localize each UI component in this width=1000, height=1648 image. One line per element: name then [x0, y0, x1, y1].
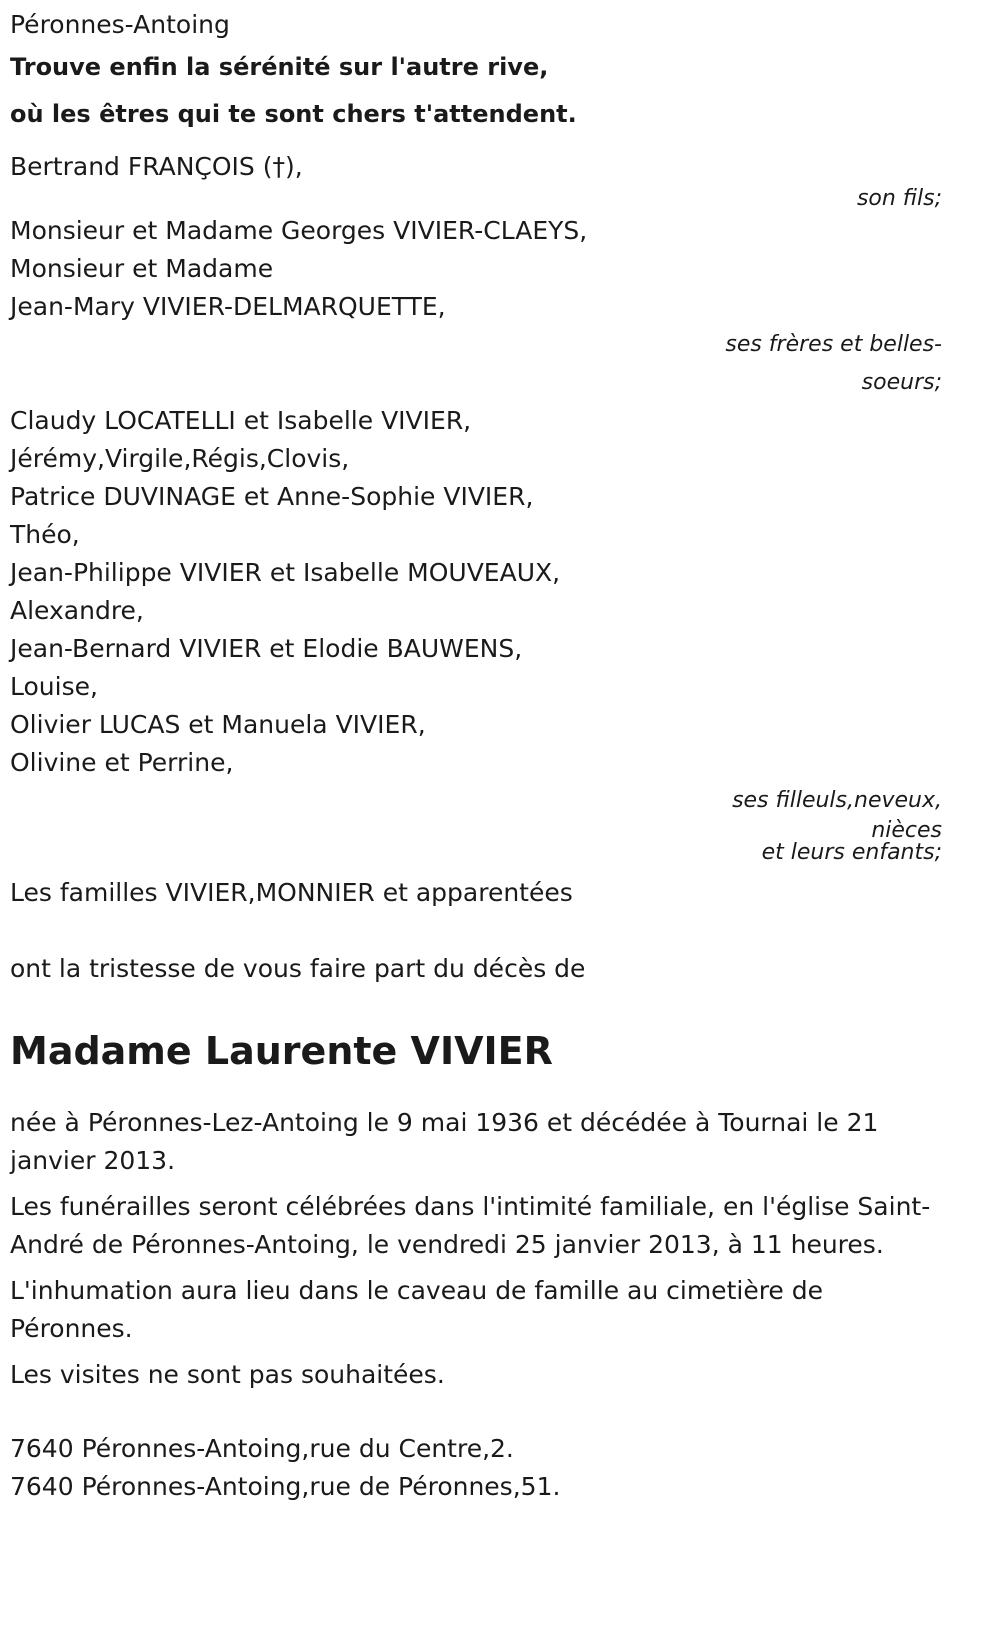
relative-line: Jean-Bernard VIVIER et Elodie BAUWENS,	[10, 634, 523, 663]
deceased-name: Madame Laurente VIVIER	[10, 1029, 553, 1073]
funeral-paragraph: Les funérailles seront célébrées dans l'intimité familiale, en l'église Saint-André de Péronnes-Antoing, le vendredi 25 janvier 2013, à 11 heures.	[10, 1192, 931, 1259]
sibling-line: Monsieur et Madame Georges VIVIER-CLAEYS,	[10, 216, 588, 245]
burial-paragraph: L'inhumation aura lieu dans le caveau de famille au cimetière de Péronnes.	[10, 1276, 824, 1343]
son-role: son fils;	[856, 186, 942, 211]
birth-death-paragraph: née à Péronnes-Lez-Antoing le 9 mai 1936 et décédée à Tournai le 21 janvier 2013.	[10, 1108, 879, 1175]
relative-line: Olivine et Perrine,	[10, 748, 234, 777]
siblings-block	[10, 212, 942, 402]
relative-line: Jérémy,Virgile,Régis,Clovis,	[10, 444, 350, 473]
quote-line-2: où les êtres qui te sont chers t'attendent.	[10, 100, 577, 128]
relative-line: Olivier LUCAS et Manuela VIVIER,	[10, 710, 426, 739]
godchildren-block	[10, 402, 942, 864]
visits-paragraph: Les visites ne sont pas souhaitées.	[10, 1360, 445, 1389]
relative-line: Louise,	[10, 672, 98, 701]
relative-line: Patrice DUVINAGE et Anne-Sophie VIVIER,	[10, 482, 534, 511]
address-line: 7640 Péronnes-Antoing,rue du Centre,2.	[10, 1434, 514, 1463]
address-line: 7640 Péronnes-Antoing,rue de Péronnes,51.	[10, 1472, 561, 1501]
son-block	[10, 148, 942, 210]
relative-line: Théo,	[10, 520, 80, 549]
godchildren-role-line: et leurs enfants;	[761, 840, 942, 865]
announcement-line: ont la tristesse de vous faire part du décès de	[10, 954, 586, 983]
siblings-role-line: ses frères et belles-	[725, 332, 942, 357]
godchildren-role-line: nièces	[871, 818, 942, 843]
relative-line: Alexandre,	[10, 596, 144, 625]
location-heading: Péronnes-Antoing	[10, 10, 230, 39]
siblings-role-line: soeurs;	[861, 370, 942, 395]
relative-line: Claudy LOCATELLI et Isabelle VIVIER,	[10, 406, 472, 435]
godchildren-role-line: ses filleuls,neveux,	[732, 788, 942, 813]
relative-line: Jean-Philippe VIVIER et Isabelle MOUVEAUX,	[10, 558, 561, 587]
sibling-line: Monsieur et Madame	[10, 254, 274, 283]
son-name: Bertrand FRANÇOIS (†),	[10, 152, 303, 181]
quote-line-1: Trouve enfin la sérénité sur l'autre rive,	[10, 53, 549, 81]
sibling-line: Jean-Mary VIVIER-DELMARQUETTE,	[10, 292, 446, 321]
families-line: Les familles VIVIER,MONNIER et apparentées	[10, 878, 573, 907]
